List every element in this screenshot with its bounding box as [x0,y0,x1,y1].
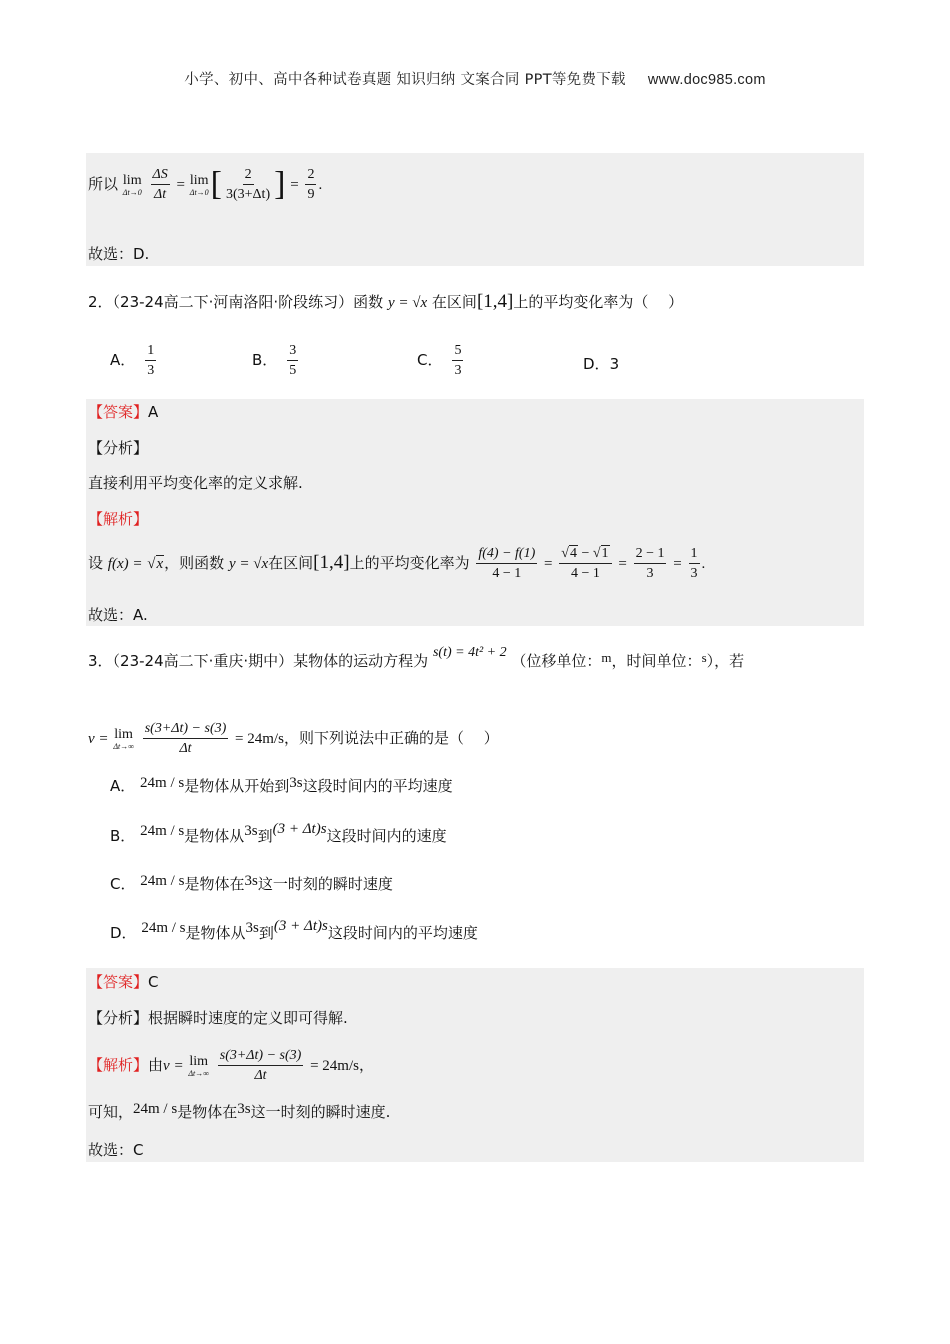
q2-solution-tag: 【解析】 [88,510,149,528]
q3-option-a[interactable]: A． 24m / s是物体从开始到3s这段时间内的平均速度 [110,775,453,795]
q3-answer: 【答案】C [88,973,159,991]
q3-option-b[interactable]: B． 24m / s是物体从3s到(3 + Δt)s这段时间内的速度 [110,821,447,845]
page-header [0,68,950,89]
prev-limit-line: 所以 lim Δt→0 $\frac{\Delta S}{\Delta t}$ = lim Δt→0 [ $\frac{2}{3(3+\Delta t)}$ ] = $\frac{2}{9}$ . [88,165,323,203]
q2-stem: 2．（23-24高二下·河南洛阳·阶段练习）函数 y = √x 在区间[1,4]上的平均变化率为（ ） [88,291,684,312]
q3-number: 3． [88,652,113,670]
limit-operator: lim Δt→0 [122,172,142,197]
q2-choice: 故选：A. [88,606,148,624]
prev-choice: 故选：D. [88,245,150,263]
q2-option-d[interactable]: D．3 [583,355,620,373]
q3-conclusion: 可知，24m / s是物体在3s这一时刻的瞬时速度. [88,1101,391,1121]
limit-operator: lim Δt→0 [189,172,209,197]
q2-option-a[interactable]: A． $\frac{1}{3}$ [110,343,155,378]
header-text: 小学、初中、高中各种试卷真题 知识归纳 文案合同 PPT等免费下载 [184,72,626,88]
q2-solution-block [86,399,864,626]
fraction: $\frac{\Delta S}{\Delta t}$ [152,167,168,202]
q3-motion-equation: s(t) = 4t² + 2 [432,645,507,660]
header-site-link[interactable]: www.doc985.com [647,72,766,88]
q2-number: 2． [88,293,113,311]
q2-interval: [1,4] [476,291,514,312]
q3-velocity-line: v = lim Δt→∞ $\frac{s(3+\Delta t) - s(3)}{\Delta t}$ = 24m/s，则下列说法中正确的是（ ） [88,721,499,756]
q2-source: （23-24高二下·河南洛阳·阶段练习） [112,293,354,311]
q2-analysis: 直接利用平均变化率的定义求解. [88,474,303,492]
q3-solution-line: 【解析】由v = lim Δt→∞ $\frac{s(3+\Delta t) - s(3)}{\Delta t}$ = 24m/s， [88,1048,374,1083]
q3-choice: 故选：C [88,1141,144,1159]
q3-option-d[interactable]: D． 24m / s是物体从3s到(3 + Δt)s这段时间内的平均速度 [110,918,478,942]
q2-answer: 【答案】A [88,403,159,421]
q2-solution-line: 设 f(x) = √x，则函数 y = √x在区间[1,4]上的平均变化率为 $\frac{f(4) - f(1)}{4 - 1}$ = $\frac{√4 - √1}{4 - 1}$ = $\frac{2 - 1}{3}$ = $\frac{1}{3}$ . [88,546,706,581]
q2-option-c[interactable]: C． $\frac{5}{3}$ [417,343,462,378]
fraction: $\frac{2}{9}$ [307,167,315,202]
q3-option-c[interactable]: C． 24m / s是物体在3s这一时刻的瞬时速度 [110,873,393,893]
q2-analysis-tag: 【分析】 [88,439,149,457]
fraction: $\frac{2}{3(3+\Delta t)}$ [226,167,271,202]
q3-source: （23-24高二下·重庆·期中） [112,652,294,670]
q2-function: y = √x [387,295,428,311]
q2-option-b[interactable]: B． $\frac{3}{5}$ [252,343,297,378]
q3-stem: 3．（23-24高二下·重庆·期中）某物体的运动方程为 s(t) = 4t² + 2 （位移单位：m，时间单位：s），若 [88,645,745,670]
q3-analysis: 【分析】根据瞬时速度的定义即可得解. [88,1009,348,1027]
